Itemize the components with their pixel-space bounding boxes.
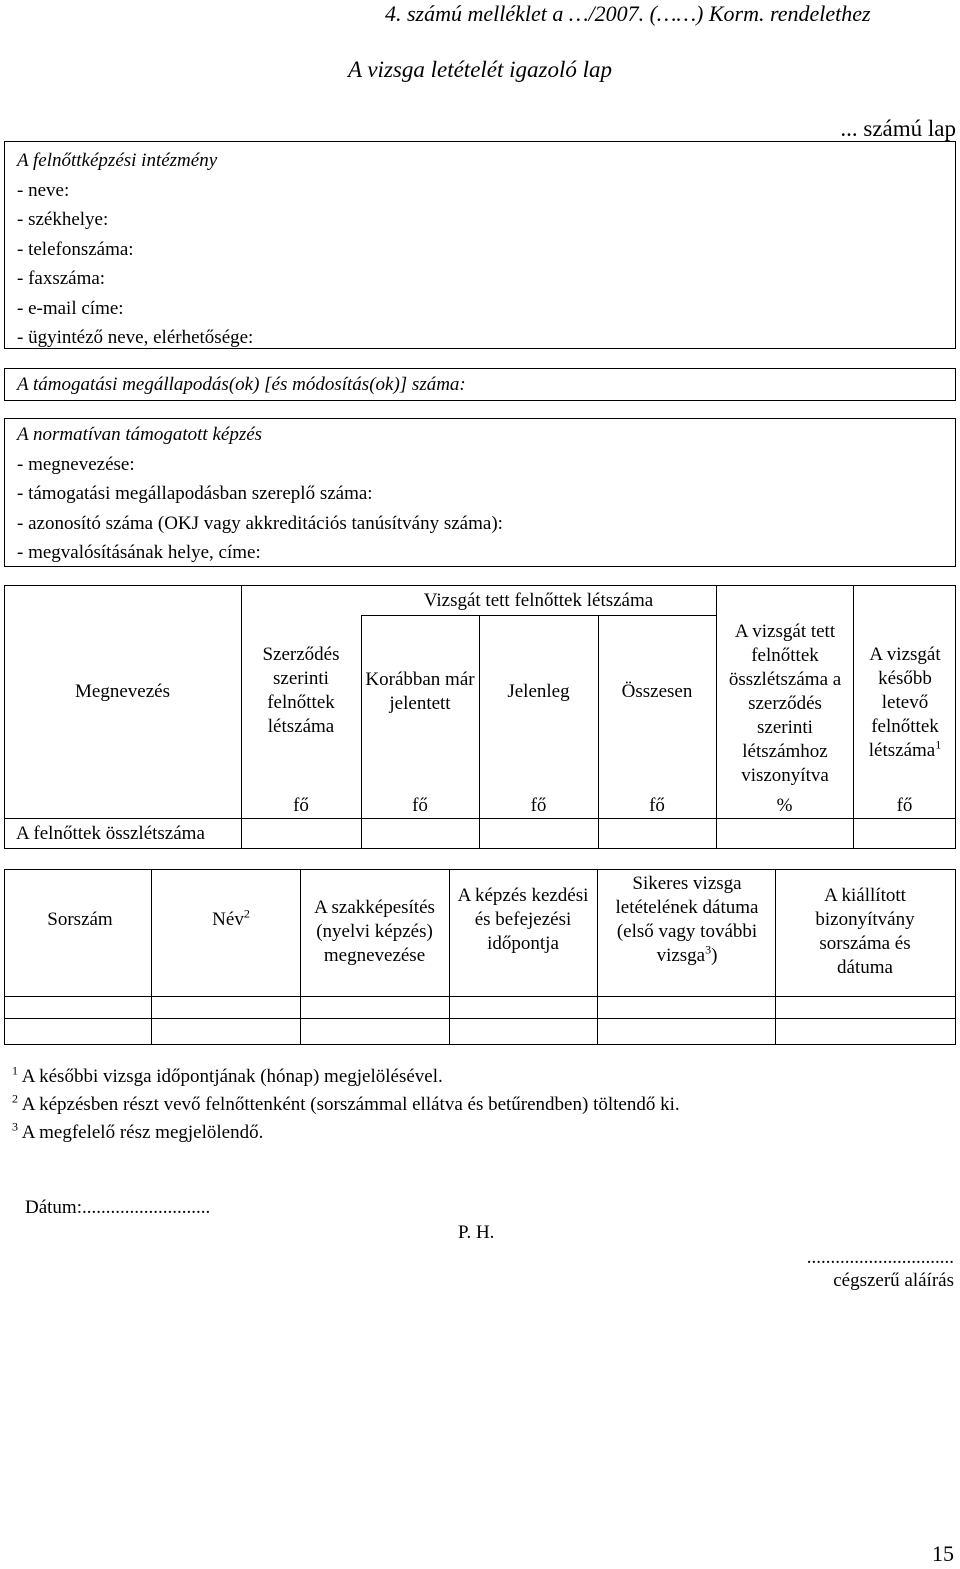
training-field-name: - megnevezése: [17, 453, 135, 475]
institution-field-contact: - ügyintéző neve, elérhetősége: [17, 327, 254, 348]
footnote-3: $^3$ A megfelelő rész megjelölendő. [12, 1119, 264, 1143]
col-training-dates-header: A képzés kezdési és befejezési időpontja [457, 885, 589, 954]
col-earlier-header: Korábban már jelentett [365, 669, 475, 714]
col-qualification-header: A szakképesítés (nyelvi képzés) megnevezése [314, 897, 435, 966]
unit-current: fő [530, 795, 547, 816]
col-contract-header: Szerződés szerinti felnőttek létszáma [262, 644, 340, 737]
page-title: A vizsga letételét igazoló lap [347, 57, 613, 82]
col-name-header: Megnevezés [75, 681, 170, 702]
unit-earlier: fő [412, 795, 428, 816]
footnote-2: $^2$ A képzésben részt vevő felnőttenként (sorszámmal ellátva és betűrendben) töltendő ki. [12, 1091, 680, 1115]
institution-field-phone: - telefonszáma: [17, 238, 134, 260]
unit-ratio: % [776, 795, 793, 816]
unit-later: fő [896, 795, 913, 816]
institution-field-email: - e-mail címe: [17, 297, 124, 319]
col-serial-header: Sorszám [47, 909, 113, 930]
training-heading: A normatívan támogatott képzés [17, 424, 263, 445]
training-field-agreement-no: - támogatási megállapodásban szereplő száma: [17, 483, 373, 504]
date-field: Dátum:........................... [25, 1197, 211, 1218]
row-total-label: A felnőttek összlétszáma [16, 823, 205, 844]
training-field-location: - megvalósításának helye, címe: [17, 542, 261, 563]
unit-total: fő [649, 795, 665, 816]
training-field-id: - azonosító száma (OKJ vagy akkreditációs tanúsítvány száma): [17, 512, 503, 534]
institution-field-seat: - székhelye: [17, 209, 109, 230]
footnote-ref-2: 2 [243, 906, 250, 921]
col-total-header: Összesen [621, 681, 693, 702]
institution-field-fax: - faxszáma: [17, 268, 106, 289]
unit-contract: fő [293, 795, 309, 816]
training-box [4, 418, 956, 567]
page-number: 15 [932, 1541, 954, 1566]
col-current-header: Jelenleg [507, 681, 570, 702]
signature-label: cégszerű aláírás [833, 1270, 954, 1291]
institution-heading: A felnőttképzési intézmény [17, 150, 218, 171]
institution-box [4, 141, 956, 349]
col-participant-name-header: Név$^2$ [212, 906, 250, 930]
sheet-number: ... számú lap [840, 116, 956, 141]
footnote-ref-1: 1 [935, 737, 942, 752]
institution-field-name: - neve: [17, 179, 70, 201]
col-later-header: A vizsgát később letevő felnőttek létszáma$^1$ [868, 644, 942, 761]
col-certificate-header: A kiállított bizonyítvány sorszáma és dátuma [815, 885, 915, 978]
footnote-1: $^1$ A későbbi vizsga időpontjának (hónap) megjelölésével. [12, 1063, 443, 1087]
agreement-label: A támogatási megállapodás(ok) [és módosítás(ok)] száma: [17, 374, 466, 395]
footnote-ref-3: 3 [705, 942, 712, 957]
stamp-mark: P. H. [458, 1222, 495, 1243]
col-ratio-header: A vizsgát tett felnőttek összlétszáma a szerződés szerinti létszámhoz viszonyítva [728, 621, 842, 786]
annex-reference: 4. számú melléklet a …/2007. (……) Korm. rendelethez [385, 1, 871, 26]
group-exam-header: Vizsgát tett felnőttek létszáma [423, 590, 654, 611]
col-exam-date-header: Sikeres vizsga letételének dátuma (első vagy további vizsga$^3$) [615, 873, 759, 966]
agreement-box [4, 368, 956, 401]
signature-line: ............................... [806, 1247, 954, 1268]
